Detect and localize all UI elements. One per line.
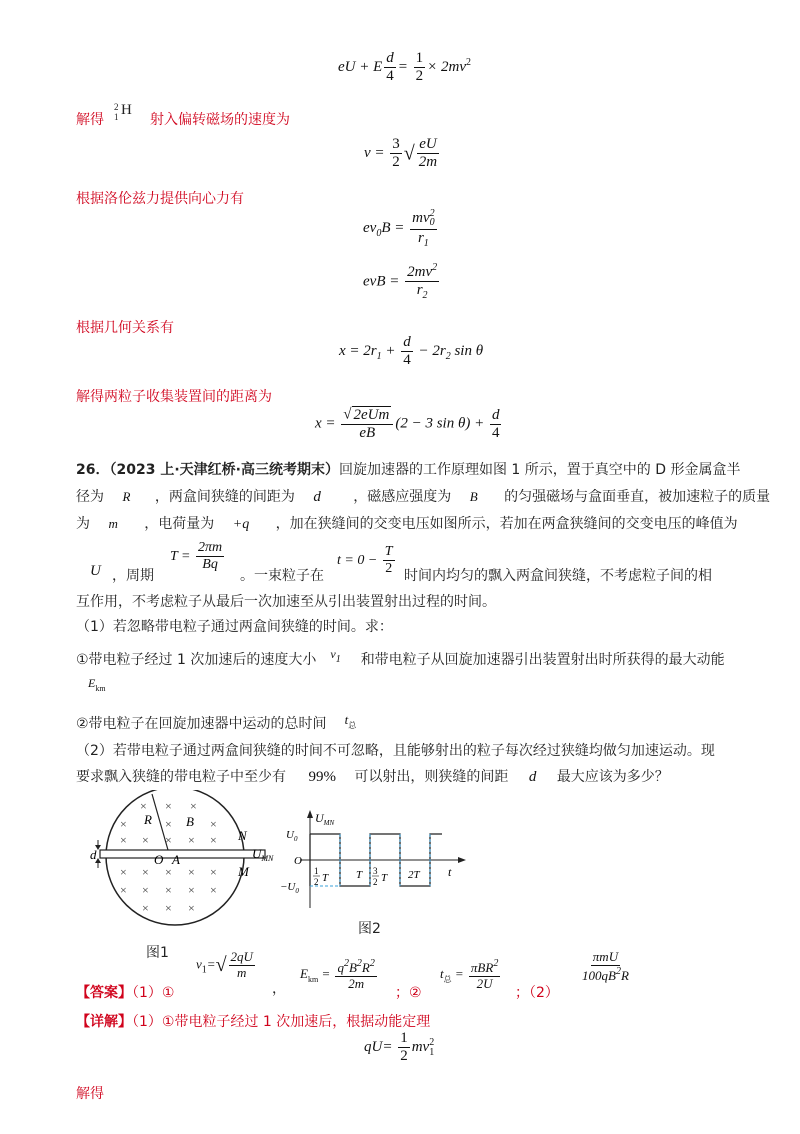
geometry-label: 根据几何关系有 bbox=[76, 320, 174, 336]
field-cross: × bbox=[210, 817, 217, 831]
problem-line-1: 26．（2023 上·天津红桥·高三统考期末）回旋加速器的工作原理如图 1 所示，置于真空中的 D 形金属盒半 bbox=[76, 462, 741, 478]
equation-energy: eU + E $\frac{d}{4}$ = $\frac{1}{2}$ × $2mv^2$ bbox=[338, 50, 472, 85]
figure-1-cyclotron bbox=[80, 790, 280, 940]
field-cross: × bbox=[190, 799, 197, 813]
answer-part-2: ；② bbox=[395, 985, 422, 1001]
field-cross: × bbox=[188, 901, 195, 915]
field-cross: × bbox=[165, 865, 172, 879]
label-B: B bbox=[186, 814, 194, 829]
field-cross: × bbox=[165, 901, 172, 915]
question-2: （2）若带电粒子通过两盒间狭缝的时间不可忽略，且能够射出的粒子每次经过狭缝均做匀加速运动。现 bbox=[76, 743, 715, 759]
tick-T: T bbox=[356, 869, 363, 881]
symbol-Ekm: $E_{km}$ bbox=[88, 676, 106, 693]
question-1a: ①带电粒子经过 1 次加速后的速度大小 $v_1$ 和带电粒子从回旋加速器引出装置射出时所获得的最大动能 bbox=[76, 647, 725, 668]
label-negU0: $-U_0$ bbox=[280, 881, 299, 895]
label-O: O bbox=[154, 852, 164, 867]
label-U: $U_{MN}$ bbox=[252, 846, 274, 863]
svg-text:T: T bbox=[381, 872, 388, 884]
equation-lorentz-2: evB = $\frac{2mv^2}{r_2}$ bbox=[363, 262, 438, 302]
final-solve-label: 解得 bbox=[76, 1086, 104, 1102]
label-M: M bbox=[238, 864, 249, 879]
tick-half-T: 1 bbox=[314, 866, 319, 876]
answer-line: 【答案】（1）① bbox=[76, 985, 175, 1001]
figure-1-caption: 图1 bbox=[146, 945, 169, 961]
problem-line-2: 径为 R ，两盒间狭缝的间距为 d ，磁感应强度为 B 的匀强磁场与盒面垂直，被加速粒子的质量 bbox=[76, 489, 771, 505]
answer-max-gap: $\frac{\text{πmU}}{100qB^2R}$ bbox=[582, 949, 629, 983]
label-R: R bbox=[144, 812, 152, 827]
label-U0: $U_0$ bbox=[286, 829, 298, 843]
field-cross: × bbox=[165, 799, 172, 813]
distance-label: 解得两粒子收集装置间的距离为 bbox=[76, 389, 272, 405]
field-cross: × bbox=[188, 833, 195, 847]
field-cross: × bbox=[210, 883, 217, 897]
detail-line: 【详解】（1）①带电粒子经过 1 次加速后，根据动能定理 bbox=[76, 1014, 431, 1030]
field-cross: × bbox=[210, 865, 217, 879]
answer-sep-1: ， bbox=[272, 981, 286, 997]
question-1b: ②带电粒子在回旋加速器中运动的总时间 $t_总$ bbox=[76, 712, 357, 732]
slit-band bbox=[100, 850, 265, 858]
tick-2T: 2T bbox=[408, 869, 420, 881]
svg-text:2: 2 bbox=[373, 877, 378, 887]
label-d: d bbox=[90, 847, 97, 862]
field-cross: × bbox=[165, 817, 172, 831]
question-2b: 要求飘入狭缝的带电粒子中至少有 99% 可以射出，则狭缝的间距 d 最大应该为多少？ bbox=[76, 769, 669, 785]
field-cross: × bbox=[210, 833, 217, 847]
answer-part-3: ；（2） bbox=[515, 985, 559, 1001]
equation-kinetic: qU= $\frac{1}{2}$ $mv_1^2$ bbox=[364, 1030, 435, 1065]
problem-line-4b: 。一束粒子在 bbox=[240, 568, 324, 584]
field-cross: × bbox=[142, 833, 149, 847]
field-cross: × bbox=[165, 883, 172, 897]
problem-line-5: 互作用，不考虑粒子从最后一次加速至从引出装置射出过程的时间。 bbox=[76, 594, 496, 610]
answer-total-time: $t_总$ = $\frac{\pi BR^2}{2U}$ bbox=[440, 958, 499, 991]
answer-v1: $v_1=√$ $\frac{2qU}{m}$ bbox=[196, 949, 253, 980]
question-1: （1）若忽略带电粒子通过两盒间狭缝的时间。求： bbox=[76, 619, 393, 635]
lorentz-label: 根据洛伦兹力提供向心力有 bbox=[76, 191, 244, 207]
label-t-axis: t bbox=[448, 865, 452, 879]
answer-ekm: $E_{km}$ = $\frac{q^2B^2R^2}{2m}$ bbox=[300, 958, 375, 991]
symbol-U: U bbox=[90, 563, 101, 579]
field-cross: × bbox=[140, 799, 147, 813]
field-cross: × bbox=[120, 817, 127, 831]
equation-speed: v = $\frac{3}{2}$ √ $\frac{eU}{2m}$ bbox=[364, 136, 438, 171]
equation-geometry: $x = 2r_1$ + $\frac{d}{4}$ − $2r_2$ sin θ bbox=[339, 334, 484, 369]
field-cross: × bbox=[188, 883, 195, 897]
field-cross: × bbox=[120, 883, 127, 897]
label-N: N bbox=[238, 828, 247, 843]
problem-line-3: 为 m ，电荷量为 +q ，加在狭缝间的交变电压如图所示，若加在两盒狭缝间的交变电压的峰值为 bbox=[76, 516, 738, 532]
solve-label: 解得 bbox=[76, 112, 104, 128]
tick-three-half-T: 3 bbox=[373, 866, 378, 876]
field-cross: × bbox=[188, 865, 195, 879]
problem-line-4a: ，周期 bbox=[112, 568, 154, 584]
equation-time-range: t = 0 − $\frac{T}{2}$ bbox=[337, 544, 393, 577]
figure-2-caption: 图2 bbox=[358, 921, 381, 937]
svg-text:T: T bbox=[322, 872, 329, 884]
label-UMN: $U_{MN}$ bbox=[315, 811, 335, 827]
equation-lorentz-1: $ev_0B$ = $\frac{mv_0^2}{r_1}$ bbox=[363, 208, 435, 249]
field-cross: × bbox=[120, 833, 127, 847]
field-cross: × bbox=[142, 901, 149, 915]
label-A: A bbox=[172, 852, 180, 867]
label-O: O bbox=[294, 855, 302, 867]
field-cross: × bbox=[142, 865, 149, 879]
figure-2-voltage-graph bbox=[280, 808, 470, 918]
equation-period: T = $\frac{2\pi m}{Bq}$ bbox=[170, 540, 223, 573]
field-cross: × bbox=[120, 865, 127, 879]
field-cross: × bbox=[142, 883, 149, 897]
field-cross: × bbox=[165, 833, 172, 847]
equation-distance: x = $\frac{\text{√ 2eUm}}{eB}$ (2 − 3 sin θ) + $\frac{d}{4}$ bbox=[315, 406, 500, 442]
problem-line-4c: 时间内均匀的飘入两盒间狭缝，不考虑粒子间的相 bbox=[404, 568, 712, 584]
speed-intro: 射入偏转磁场的速度为 bbox=[150, 112, 290, 128]
svg-text:2: 2 bbox=[314, 877, 319, 887]
